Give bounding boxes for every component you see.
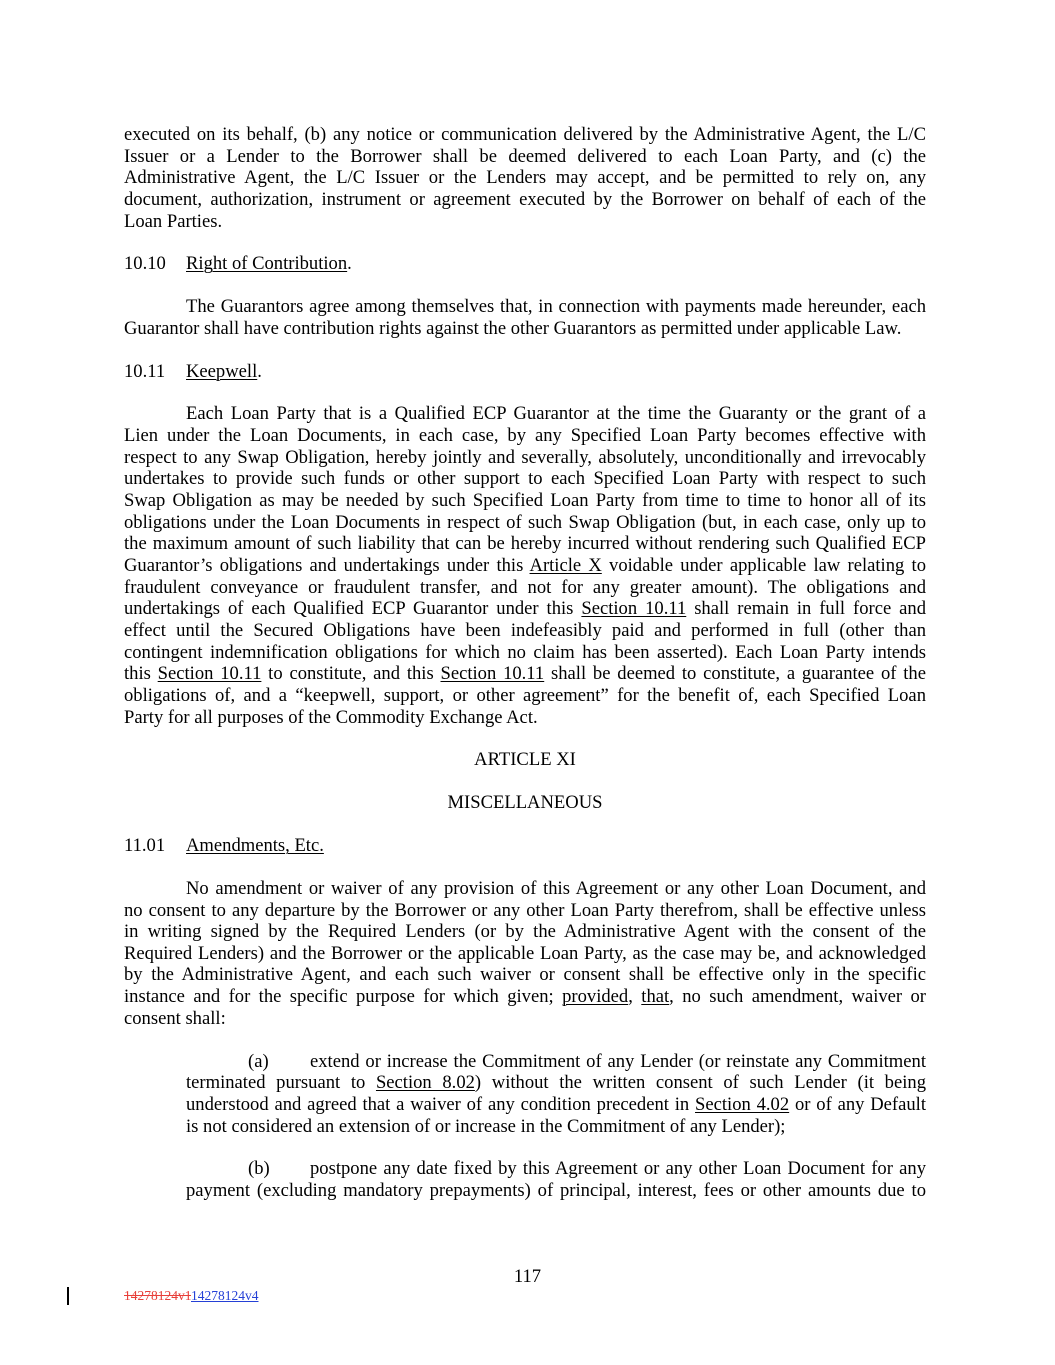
text-line <box>124 921 926 943</box>
text-run: obligations under the Loan Documents in respect of such Swap Obligation (but, in each case, only up to <box>124 511 926 533</box>
text-line <box>124 878 926 900</box>
underlined-reference: Section 10.11 <box>581 598 687 620</box>
document-id <box>124 1288 259 1304</box>
text-line <box>124 577 926 599</box>
text-line <box>124 124 926 146</box>
text-run: contingent indemnification obligations for which no claim has been asserted). Each Loan Party intends <box>124 641 926 663</box>
text-line <box>124 900 926 922</box>
text-run: executed on its behalf, (b) any notice or communication delivered by the Administrative Agent, the L/C <box>124 124 926 145</box>
section-title-period: . <box>257 360 262 382</box>
clause-first-line-text <box>310 1051 926 1073</box>
text-run: No amendment or waiver of any provision of this Agreement or any other Loan Document, and <box>186 877 926 899</box>
clause-label: (a) <box>248 1050 269 1072</box>
section-title-wrap <box>186 361 262 383</box>
section-10-10-paragraph <box>124 296 926 339</box>
text-run: fraudulent conveyance or fraudulent transfer, and not for any greater amount). The obligations and <box>124 576 926 598</box>
page-body <box>124 124 926 1223</box>
text-line <box>186 1158 926 1180</box>
text-line <box>186 1180 926 1202</box>
text-line <box>124 663 926 685</box>
section-title-wrap <box>186 253 352 275</box>
text-run: consent shall: <box>124 1007 226 1029</box>
text-line <box>124 296 926 318</box>
document-id-inserted: 14278124v4 <box>191 1288 259 1303</box>
section-title: Right of Contribution <box>186 253 348 275</box>
text-line <box>124 468 926 490</box>
clause-a <box>186 1051 926 1138</box>
article-title: MISCELLANEOUS <box>447 792 603 814</box>
text-run: Issuer or a Lender to the Borrower shall be deemed delivered to each Loan Party, and (c) the <box>124 145 926 167</box>
text-line <box>124 533 926 555</box>
text-run: the maximum amount of such liability that can be hereby incurred without rendering such Qualified ECP <box>124 533 926 555</box>
text-line <box>124 146 926 168</box>
text-run: respect to any Swap Obligation, hereby jointly and severally, absolutely, unconditionally and irrevocably <box>124 446 926 468</box>
section-11-01-paragraph <box>124 878 926 1030</box>
text-run: Lien under the Loan Documents, in each case, by any Specified Loan Party becomes effective with <box>124 425 926 447</box>
text-run: this <box>124 663 158 685</box>
text-run: Required Lenders) and the Borrower or the applicable Loan Party, as the case may be, and acknowledged <box>124 942 926 964</box>
text-line <box>124 986 926 1008</box>
underlined-reference: Article X <box>529 555 602 577</box>
text-run: to constitute, and this <box>261 663 441 685</box>
text-run: document, authorization, instrument or agreement executed by the Borrower on behalf of each of the <box>124 188 926 210</box>
text-run: , no such amendment, waiver or <box>669 986 926 1008</box>
text-run: shall be deemed to constitute, a guarantee of the <box>544 663 926 685</box>
text-line <box>124 447 926 469</box>
continued-paragraph <box>124 124 926 232</box>
document-id-deleted: 14278124v1 <box>124 1288 191 1303</box>
text-run: undertakes to provide such funds or other support to each Specified Loan Party with respect to such <box>124 468 926 490</box>
text-run: extend or increase the Commitment of any Lender (or reinstate any Commitment <box>310 1050 926 1072</box>
change-bar <box>67 1287 69 1305</box>
text-line <box>124 964 926 986</box>
text-line <box>124 318 926 340</box>
text-run: shall remain in full force and <box>686 598 926 620</box>
text-line <box>124 598 926 620</box>
underlined-reference: Section 8.02 <box>375 1072 475 1094</box>
section-title: Amendments, Etc. <box>186 835 324 857</box>
text-line <box>124 642 926 664</box>
underlined-reference: Section 4.02 <box>695 1093 790 1115</box>
text-line <box>124 211 926 233</box>
text-run: by the Administrative Agent, and each such waiver or consent shall be effective only in the specific <box>124 964 926 986</box>
text-run: no consent to any departure by the Borrower or any other Loan Party therefrom, shall be effective unless <box>124 899 926 921</box>
underlined-reference: that <box>641 986 670 1008</box>
text-run: Each Loan Party that is a Qualified ECP Guarantor at the time the Guaranty or the grant of a <box>186 403 926 425</box>
section-heading-10-11 <box>124 361 926 383</box>
text-run: terminated pursuant to <box>186 1072 376 1094</box>
section-number: 11.01 <box>124 835 166 857</box>
text-line <box>186 1051 926 1073</box>
text-line <box>124 425 926 447</box>
text-run: undertakings of each Qualified ECP Guarantor under this <box>124 598 582 620</box>
text-line <box>124 403 926 425</box>
text-line <box>124 167 926 189</box>
text-line <box>124 490 926 512</box>
text-run: Loan Parties. <box>124 210 223 232</box>
text-run: Swap Obligation as may be needed by such Specified Loan Party from time to time to honor all of its <box>124 490 926 512</box>
text-run: voidable under applicable law relating to <box>601 555 927 577</box>
text-run: understood and agreed that a waiver of any condition precedent in <box>186 1093 696 1115</box>
underlined-reference: Section 10.11 <box>157 663 262 685</box>
text-line <box>186 1072 926 1094</box>
text-run: Party for all purposes of the Commodity Exchange Act. <box>124 706 538 728</box>
text-run: or of any Default <box>789 1093 926 1115</box>
article-heading: ARTICLE XI <box>474 749 576 771</box>
text-line <box>124 943 926 965</box>
text-run: effect until the Secured Obligations have been indefeasibly paid and performed in full (other than <box>124 620 926 642</box>
text-run: payment (excluding mandatory prepayments) of principal, interest, fees or other amounts due to <box>186 1180 926 1201</box>
text-run: Guarantor’s obligations and undertakings under this <box>124 555 530 577</box>
text-line <box>124 707 926 729</box>
text-line <box>186 1116 926 1138</box>
clause-b <box>186 1158 926 1201</box>
text-line <box>186 1094 926 1116</box>
text-run: The Guarantors agree among themselves that, in connection with payments made hereunder, each <box>186 296 926 318</box>
text-run: ) without the written consent of such Lender (it being <box>474 1072 926 1094</box>
text-line <box>124 512 926 534</box>
text-run: Administrative Agent, the L/C Issuer or the Lenders may accept, and be permitted to rely on, any <box>124 167 926 189</box>
section-title-period: . <box>347 253 352 275</box>
text-line <box>124 1008 926 1030</box>
text-run: obligations of, and a “keepwell, support, or other agreement” for the benefit of, each Specified Loan <box>124 685 926 706</box>
underlined-reference: provided <box>562 986 629 1008</box>
text-run: Guarantor shall have contribution rights against the other Guarantors as permitted under applicable Law. <box>124 317 902 339</box>
text-run: in writing signed by the Required Lenders (or by the Administrative Agent with the consent of the <box>124 921 926 943</box>
section-title: Keepwell <box>186 360 258 382</box>
text-run: is not considered an extension of or increase in the Commitment of any Lender); <box>186 1115 786 1137</box>
text-line <box>124 189 926 211</box>
section-number: 10.10 <box>124 253 166 275</box>
text-line <box>124 555 926 577</box>
clause-first-line-text <box>310 1158 926 1180</box>
section-10-11-paragraph <box>124 403 926 728</box>
text-run: postpone any date fixed by this Agreement or any other Loan Document for any <box>310 1158 926 1180</box>
page-number: 117 <box>513 1266 542 1287</box>
section-number: 10.11 <box>124 360 166 382</box>
clause-label: (b) <box>248 1158 270 1180</box>
section-heading-10-10 <box>124 253 926 275</box>
text-line <box>124 685 926 707</box>
underlined-reference: Section 10.11 <box>440 663 545 685</box>
section-heading-11-01 <box>124 835 926 857</box>
text-line <box>124 620 926 642</box>
text-run: instance and for the specific purpose for which given; <box>124 986 563 1008</box>
text-run: , <box>628 986 642 1008</box>
